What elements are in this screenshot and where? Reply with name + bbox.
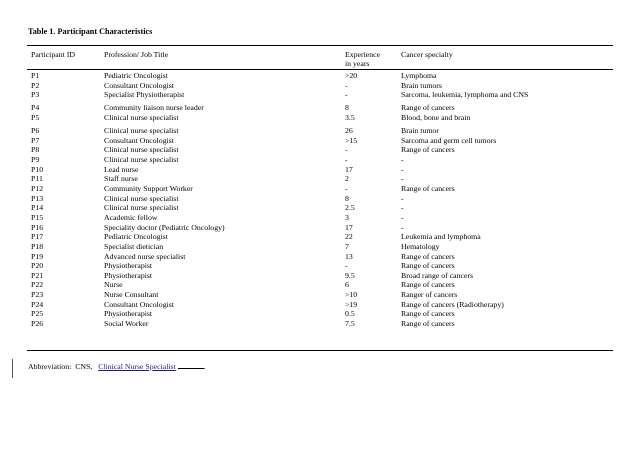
specialty-cell: Brain tumors [401, 80, 442, 90]
profession-cell: Consultant Oncologist [104, 80, 174, 90]
header-experience-line1: Experience [345, 50, 381, 59]
specialty-cell: Sarcoma, leukemia, lymphoma and CNS [401, 90, 529, 100]
profession-cell: Clinical nurse specialist [104, 203, 179, 213]
profession-cell: Advanced nurse specialist [104, 251, 186, 261]
specialty-cell: Range of cancers [401, 184, 455, 194]
table-row [0, 81, 640, 91]
table-row [0, 113, 640, 123]
specialty-cell: Range of cancers (Radiotherapy) [401, 299, 504, 309]
experience-cell: 7 [345, 241, 349, 251]
participant-id-cell: P4 [31, 103, 40, 113]
table-title: Table 1. Participant Characteristics [28, 27, 153, 36]
table-row [0, 165, 640, 175]
specialty-cell: Range of cancers [401, 319, 455, 329]
experience-cell: - [345, 90, 348, 100]
participant-id-cell: P13 [31, 193, 44, 203]
participant-id-cell: P17 [31, 232, 44, 242]
specialty-cell: - [401, 164, 404, 174]
specialty-cell: - [401, 222, 404, 232]
margin-bar [12, 359, 13, 378]
participant-id-cell: P18 [31, 241, 44, 251]
participant-id-cell: P1 [31, 71, 40, 80]
profession-cell: Social Worker [104, 319, 149, 329]
profession-cell: Community liaison nurse leader [104, 103, 204, 113]
experience-cell: 17 [345, 164, 353, 174]
specialty-cell: Hematology [401, 241, 440, 251]
experience-cell: 2 [345, 174, 349, 184]
table-row [0, 90, 640, 100]
specialty-cell: Leukemia and lymphoma [401, 232, 481, 242]
header-experience-line2: in years [345, 58, 370, 68]
specialty-cell: - [401, 212, 404, 222]
profession-cell: Clinical nurse specialist [104, 155, 179, 165]
specialty-cell: Sarcoma and germ cell tumors [401, 135, 497, 145]
table-row [0, 145, 640, 155]
table-row [0, 290, 640, 300]
participant-id-cell: P15 [31, 212, 44, 222]
profession-cell: Community Support Worker [104, 184, 193, 194]
experience-cell: 8 [345, 103, 349, 113]
specialty-cell: - [401, 203, 404, 213]
table-row [0, 271, 640, 281]
profession-cell: Consultant Oncologist [104, 299, 174, 309]
profession-cell: Nurse Consultant [104, 290, 159, 300]
participant-id-cell: P2 [31, 80, 40, 90]
participant-id-cell: P25 [31, 309, 44, 319]
profession-cell: Academic fellow [104, 212, 158, 222]
experience-cell: 3.5 [345, 113, 355, 123]
table-row [0, 126, 640, 136]
profession-cell: Staff nurse [104, 174, 138, 184]
table-row [0, 261, 640, 271]
experience-cell: 22 [345, 232, 353, 242]
participant-id-cell: P26 [31, 319, 44, 329]
table-row [0, 309, 640, 319]
experience-cell: >19 [345, 299, 358, 309]
specialty-cell: Lymphoma [401, 71, 437, 80]
participant-id-cell: P6 [31, 126, 40, 136]
profession-cell: Speciality doctor (Pediatric Oncology) [104, 222, 225, 232]
experience-cell: 7.5 [345, 319, 355, 329]
table-row [0, 223, 640, 233]
participant-id-cell: P20 [31, 261, 44, 271]
experience-cell: 17 [345, 222, 353, 232]
specialty-cell: Blood, bone and brain [401, 113, 471, 123]
specialty-cell: Range of cancers [401, 261, 455, 271]
participant-id-cell: P9 [31, 155, 40, 165]
table-bottom-rule [27, 350, 613, 351]
participant-id-cell: P22 [31, 280, 44, 290]
profession-cell: Specialist Physiotherapist [104, 90, 185, 100]
participant-id-cell: P19 [31, 251, 44, 261]
experience-cell: 6 [345, 280, 349, 290]
experience-cell: - [345, 261, 348, 271]
abbreviation-end: . [203, 362, 206, 371]
participant-id-cell: P8 [31, 145, 40, 155]
specialty-cell: Ranger of cancers [401, 290, 458, 300]
table-row [0, 252, 640, 262]
table-row [0, 71, 640, 81]
abbreviation-label: Abbreviation: [28, 362, 72, 371]
specialty-cell: Broad range of cancers [401, 270, 474, 280]
abbreviation-underline [178, 361, 204, 369]
experience-cell: 2.5 [345, 203, 355, 213]
profession-cell: Clinical nurse specialist [104, 145, 179, 155]
header-profession: Profession/ Job Title [104, 50, 169, 59]
table-row [0, 300, 640, 310]
profession-cell: Consultant Oncologist [104, 135, 174, 145]
abbreviation-note [28, 361, 206, 371]
table-row [0, 194, 640, 204]
experience-cell: >15 [345, 135, 358, 145]
profession-cell: Pediatric Oncologist [104, 232, 168, 242]
participant-id-cell: P24 [31, 299, 44, 309]
table-row [0, 232, 640, 242]
experience-cell: >20 [345, 71, 358, 80]
abbreviation-term: CNS, [75, 362, 93, 371]
table-body [0, 71, 640, 329]
profession-cell: Lead nurse [104, 164, 139, 174]
table-row [0, 319, 640, 329]
experience-cell: - [345, 145, 348, 155]
specialty-cell: Range of cancers [401, 145, 455, 155]
profession-cell: Clinical nurse specialist [104, 126, 179, 136]
experience-cell: 9.5 [345, 270, 355, 280]
table-row [0, 203, 640, 213]
table-row [0, 103, 640, 113]
specialty-cell: Range of cancers [401, 309, 455, 319]
table-row [0, 155, 640, 165]
participant-id-cell: P10 [31, 164, 44, 174]
specialty-cell: Range of cancers [401, 280, 455, 290]
profession-cell: Clinical nurse specialist [104, 113, 179, 123]
specialty-cell: - [401, 174, 404, 184]
table-row [0, 136, 640, 146]
profession-cell: Clinical nurse specialist [104, 193, 179, 203]
specialty-cell: - [401, 193, 404, 203]
participant-id-cell: P7 [31, 135, 40, 145]
participant-id-cell: P21 [31, 270, 44, 280]
table-row [0, 174, 640, 184]
table-row [0, 242, 640, 252]
profession-cell: Physiotherapist [104, 270, 153, 280]
experience-cell: >10 [345, 290, 358, 300]
profession-cell: Specialist dietician [104, 241, 164, 251]
table-row [0, 280, 640, 290]
table-row [0, 213, 640, 223]
table-header-rule [27, 69, 613, 70]
participant-id-cell: P16 [31, 222, 44, 232]
table-row [0, 184, 640, 194]
experience-cell: - [345, 184, 348, 194]
profession-cell: Nurse [104, 280, 123, 290]
profession-cell: Physiotherapist [104, 261, 153, 271]
header-cancer-specialty: Cancer specialty [401, 50, 453, 59]
experience-cell: 3 [345, 212, 349, 222]
experience-cell: - [345, 155, 348, 165]
experience-cell: 0.5 [345, 309, 355, 319]
profession-cell: Physiotherapist [104, 309, 153, 319]
abbreviation-definition-link[interactable]: Clinical Nurse Specialist [98, 362, 176, 371]
profession-cell: Pediatric Oncologist [104, 71, 168, 80]
participant-id-cell: P14 [31, 203, 44, 213]
header-participant-id: Participant ID [31, 50, 75, 59]
table-top-rule [27, 45, 613, 46]
experience-cell: 8 [345, 193, 349, 203]
participant-id-cell: P23 [31, 290, 44, 300]
experience-cell: - [345, 80, 348, 90]
participant-id-cell: P5 [31, 113, 40, 123]
experience-cell: 13 [345, 251, 353, 261]
specialty-cell: Range of cancers [401, 103, 455, 113]
specialty-cell: - [401, 155, 404, 165]
participant-id-cell: P3 [31, 90, 40, 100]
experience-cell: 26 [345, 126, 353, 136]
participant-id-cell: P11 [31, 174, 43, 184]
specialty-cell: Range of cancers [401, 251, 455, 261]
specialty-cell: Brain tumor [401, 126, 439, 136]
participant-id-cell: P12 [31, 184, 44, 194]
